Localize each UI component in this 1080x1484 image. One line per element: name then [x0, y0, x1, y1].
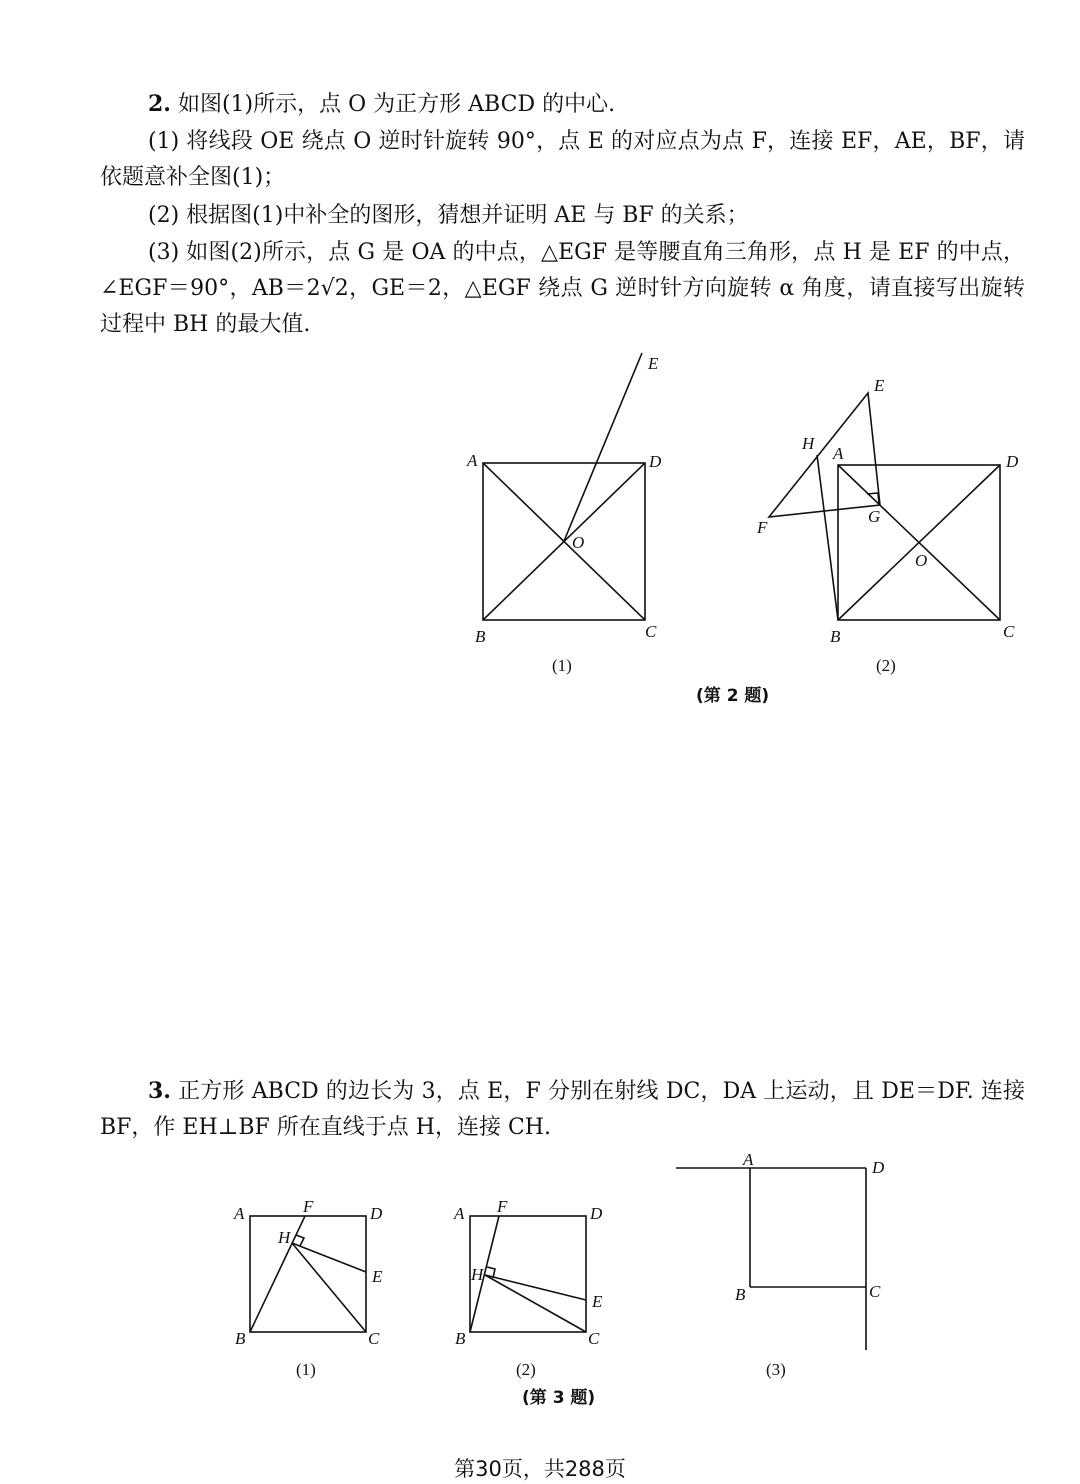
q3-f2-label-h: H [471, 1265, 484, 1284]
q3-f3-label-a: A [743, 1150, 754, 1169]
q2-f2-label-b: B [830, 627, 841, 646]
q2-f1-label-c: C [645, 622, 657, 641]
q2-f2-caption: (2) [876, 656, 896, 675]
q3-f3-label-b: B [735, 1285, 746, 1304]
q3-f3-caption: (3) [766, 1360, 786, 1379]
q2-part1: (1) 将线段 OE 绕点 O 逆时针旋转 90°，点 E 的对应点为点 F，连接 EF，AE，BF，请依题意补全图(1)； [100, 129, 1026, 190]
q3-figure1-geometry [250, 1216, 366, 1332]
q2-f1-label-e: E [648, 354, 659, 373]
q2-f2-label-d: D [1006, 452, 1019, 471]
q3-f1-square [250, 1216, 366, 1332]
q3-f2-label-f: F [497, 1197, 508, 1216]
q2-f2-label-c: C [1003, 622, 1015, 641]
q3-f2-label-b: B [455, 1329, 466, 1348]
q2-f2-label-h: H [802, 434, 815, 453]
q3-f2-label-c: C [588, 1329, 600, 1348]
q3-f1-label-c: C [368, 1329, 380, 1348]
q2-part2: (2) 根据图(1)中补全的图形，猜想并证明 AE 与 BF 的关系； [148, 203, 749, 228]
q3-f2-label-a: A [454, 1204, 465, 1223]
q3-f3-label-c: C [869, 1282, 881, 1301]
q3-f1-label-e: E [372, 1267, 383, 1286]
q3-f2-caption: (2) [516, 1360, 536, 1379]
q2-f1-label-b: B [475, 627, 486, 646]
q2-number: 2. [148, 91, 171, 117]
q2-f2-triangle-egf [769, 393, 880, 517]
q3-f2-segment-he [485, 1275, 586, 1300]
q3-f3-label-d: D [872, 1158, 885, 1177]
q3-f1-segment-hc [292, 1243, 366, 1332]
q2-f1-segment-oe [564, 353, 642, 541]
q3-f2-square [470, 1216, 586, 1332]
q2-f1-caption: (1) [552, 656, 572, 675]
q2-f2-label-f: F [757, 518, 768, 537]
q2-f2-segment-bh [817, 455, 838, 620]
q3-number: 3. [148, 1078, 171, 1104]
q3-f2-label-d: D [590, 1204, 603, 1223]
q2-figures-caption: (第 2 题) [696, 686, 770, 706]
q3-f1-caption: (1) [296, 1360, 316, 1379]
q3-f2-segment-hc [485, 1275, 586, 1332]
q3-figure2-geometry [470, 1216, 586, 1332]
q3-f1-label-b: B [235, 1329, 246, 1348]
q3-f1-label-h: H [278, 1228, 291, 1247]
q2-figure2-geometry [769, 393, 1000, 620]
page-footer: 第30页，共288页 [454, 1457, 626, 1481]
q3-statement: 正方形 ABCD 的边长为 3，点 E，F 分别在射线 DC，DA 上运动，且 DE＝DF. 连接 BF，作 EH⊥BF 所在直线于点 H，连接 CH. [100, 1079, 1025, 1140]
q2-f1-label-d: D [649, 452, 662, 471]
q3-f1-label-d: D [370, 1204, 383, 1223]
q2-intro-text: 如图(1)所示，点 O 为正方形 ABCD 的中心. [177, 92, 616, 117]
q2-f2-label-a: A [833, 444, 844, 463]
q2-figure1-geometry [483, 353, 645, 620]
q2-f1-label-a: A [467, 451, 478, 470]
q2-f2-label-e: E [874, 376, 885, 395]
q3-f2-label-e: E [592, 1292, 603, 1311]
q3-f1-label-a: A [234, 1204, 245, 1223]
q3-figures-caption: (第 3 题) [522, 1388, 596, 1408]
q3-figure3-geometry [676, 1168, 866, 1350]
q2-f2-label-g: G [868, 507, 881, 526]
q3-f1-label-f: F [303, 1197, 314, 1216]
q2-f2-label-o: O [915, 551, 928, 570]
q2-f1-label-o: O [572, 533, 585, 552]
q2-part3: (3) 如图(2)所示，点 G 是 OA 的中点，△EGF 是等腰直角三角形，点 H 是 EF 的中点，∠EGF＝90°，AB＝2√2，GE＝2，△EGF 绕点 G 逆时针方向旋转 α 角度，请直接写出旋转过程中 BH 的最大值. [100, 240, 1025, 337]
